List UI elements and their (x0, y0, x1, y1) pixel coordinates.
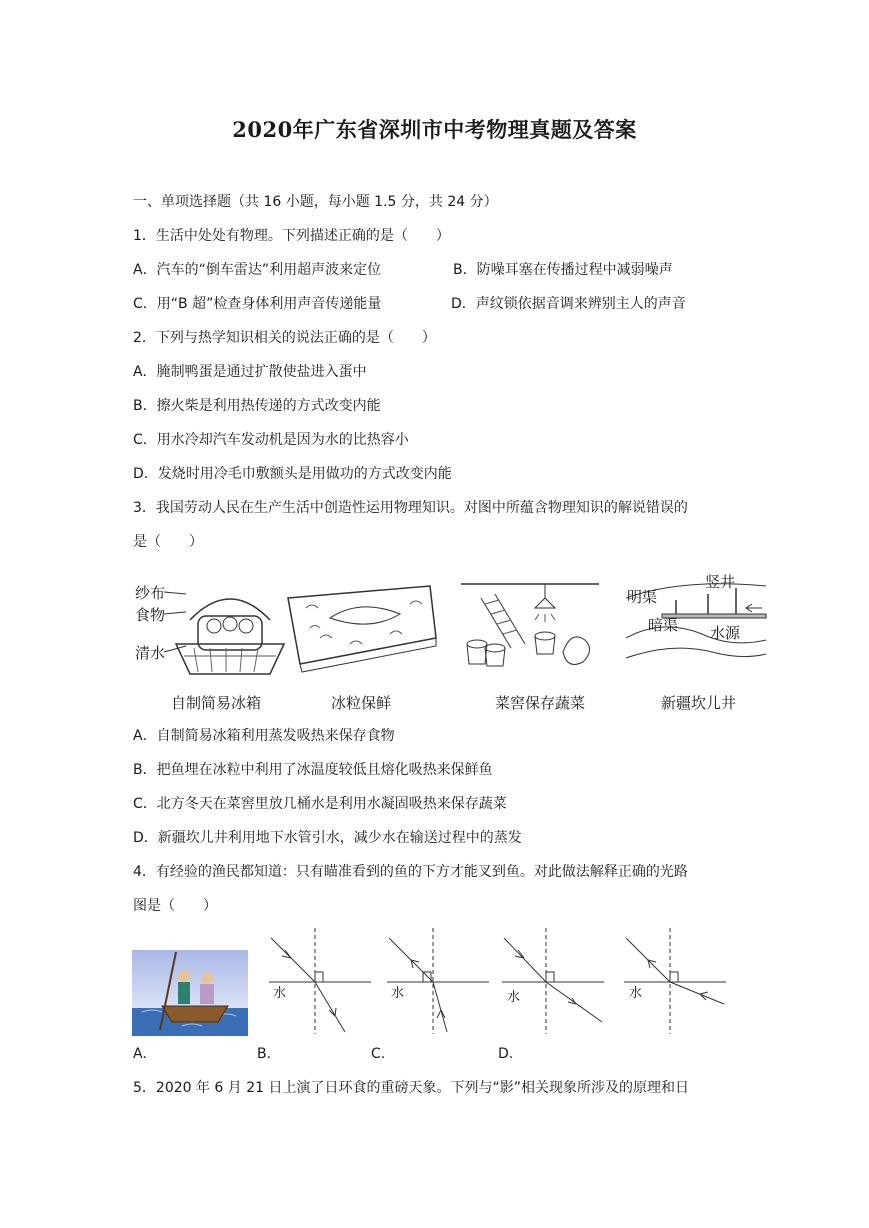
q4-stem-line2: 图是（ ） (133, 898, 217, 914)
page-title: 2020年广东省深圳市中考物理真题及答案 (232, 117, 637, 142)
water-label-c: 水 (507, 990, 521, 1005)
fridge-label-gauze: 纱布 (135, 584, 166, 602)
q3-stem-line1: 3．我国劳动人民在生产生活中创造性运用物理知识。对图中所蕴含物理知识的解说错误的 (133, 500, 688, 516)
q1-option-c: C．用“B 超”检查身体利用声音传递能量 (133, 296, 382, 312)
fridge-label-food: 食物 (135, 606, 166, 624)
fridge-leader-lines (160, 588, 190, 658)
ice-preserve-sketch (280, 578, 440, 673)
q1-option-d: D．声纹锁依据音调来辨别主人的声音 (451, 296, 686, 312)
q1-stem: 1．生活中处处有物理。下列描述正确的是（ ） (133, 228, 450, 244)
fig-caption-ice: 冰粒保鲜 (331, 694, 392, 712)
ray-diagram-c (498, 928, 608, 1038)
q3-option-d: D．新疆坎儿井利用地下水管引水，减少水在输送过程中的蒸发 (133, 830, 522, 846)
cellar-sketch (455, 578, 605, 673)
water-label-a: 水 (273, 986, 287, 1001)
water-label-d: 水 (629, 986, 643, 1001)
q4-option-c: C. (371, 1046, 386, 1062)
section-heading: 一、单项选择题（共 16 小题，每小题 1.5 分，共 24 分） (133, 194, 498, 210)
fridge-label-water: 清水 (135, 644, 166, 662)
q2-option-d: D．发烧时用冷毛巾敷额头是用做功的方式改变内能 (133, 466, 452, 482)
q2-option-b: B．擦火柴是利用热传递的方式改变内能 (133, 398, 381, 414)
q1-option-a: A．汽车的“倒车雷达”利用超声波来定位 (133, 262, 382, 278)
q4-option-a: A. (133, 1046, 147, 1062)
q4-option-d: D. (498, 1046, 514, 1062)
q5-stem: 5．2020 年 6 月 21 日上演了日环食的重磅天象。下列与“影”相关现象所涉及的原理和日 (133, 1080, 690, 1096)
q4-stem-line1: 4．有经验的渔民都知道：只有瞄准看到的鱼的下方才能叉到鱼。对此做法解释正确的光路 (133, 864, 688, 880)
q2-option-a: A．腌制鸭蛋是通过扩散使盐进入蛋中 (133, 364, 367, 380)
q2-option-c: C．用水冷却汽车发动机是因为水的比热容小 (133, 432, 409, 448)
q2-stem: 2．下列与热学知识相关的说法正确的是（ ） (133, 330, 436, 346)
q3-option-b: B．把鱼埋在冰粒中利用了冰温度较低且熔化吸热来保鲜鱼 (133, 762, 493, 778)
well-label-water-source: 水源 (710, 624, 741, 642)
well-label-hidden-canal: 暗渠 (648, 616, 679, 634)
q3-option-a: A．自制简易冰箱利用蒸发吸热来保存食物 (133, 728, 395, 744)
q4-option-b: B. (257, 1046, 272, 1062)
well-label-shaft: 竖井 (705, 573, 736, 591)
fig-caption-cellar: 菜窖保存蔬菜 (495, 694, 586, 712)
well-label-open-canal: 明渠 (627, 588, 658, 606)
q3-option-c: C．北方冬天在菜窖里放几桶水是利用水凝固吸热来保存蔬菜 (133, 796, 507, 812)
fig-caption-well: 新疆坎儿井 (661, 694, 737, 712)
water-label-b: 水 (391, 986, 405, 1001)
fisherman-picture (132, 946, 248, 1036)
fig-caption-fridge: 自制简易冰箱 (171, 694, 262, 712)
q3-stem-line2: 是（ ） (133, 534, 203, 550)
q1-option-b: B．防噪耳塞在传播过程中减弱噪声 (453, 262, 673, 278)
